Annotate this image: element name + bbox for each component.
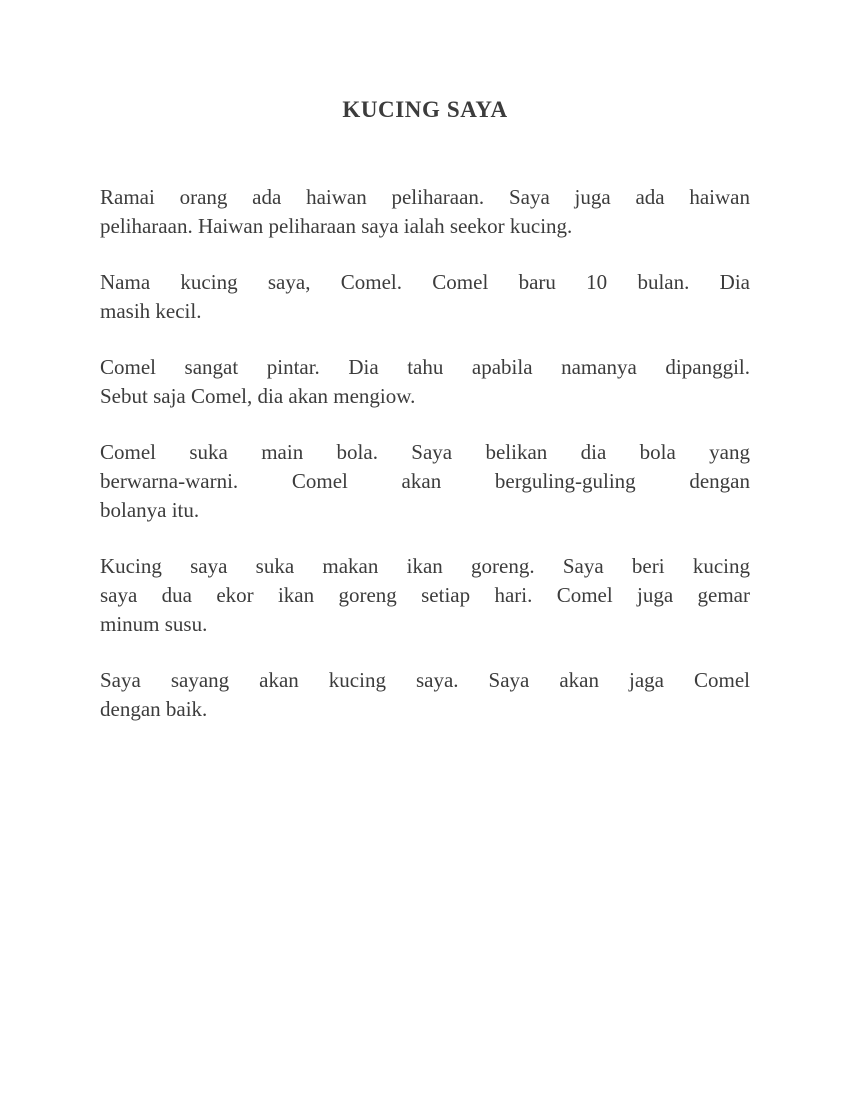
text-line: Comel sangat pintar. Dia tahu apabila namanya dipanggil.	[100, 355, 750, 379]
text-line: Kucing saya suka makan ikan goreng. Saya beri kucing	[100, 554, 750, 578]
text-line: Saya sayang akan kucing saya. Saya akan jaga Comel	[100, 668, 750, 692]
text-line: masih kecil.	[100, 299, 202, 323]
paragraph	[100, 552, 750, 639]
text-line: Ramai orang ada haiwan peliharaan. Saya juga ada haiwan	[100, 185, 750, 209]
text-line: saya dua ekor ikan goreng setiap hari. Comel juga gemar	[100, 583, 750, 607]
document-body	[100, 183, 750, 724]
text-line: Comel suka main bola. Saya belikan dia bola yang	[100, 440, 750, 464]
text-line: peliharaan. Haiwan peliharaan saya ialah seekor kucing.	[100, 214, 573, 238]
paragraph	[100, 183, 750, 241]
text-line: Nama kucing saya, Comel. Comel baru 10 bulan. Dia	[100, 270, 750, 294]
text-line: berwarna-warni. Comel akan berguling-guling dengan	[100, 469, 750, 493]
document-title: KUCING SAYA	[342, 97, 508, 122]
paragraph	[100, 268, 750, 326]
paragraph	[100, 353, 750, 411]
text-line: Sebut saja Comel, dia akan mengiow.	[100, 384, 416, 408]
text-line: bolanya itu.	[100, 498, 200, 522]
text-line: dengan baik.	[100, 697, 208, 721]
paragraph	[100, 666, 750, 724]
paragraph	[100, 438, 750, 525]
text-line: minum susu.	[100, 612, 208, 636]
